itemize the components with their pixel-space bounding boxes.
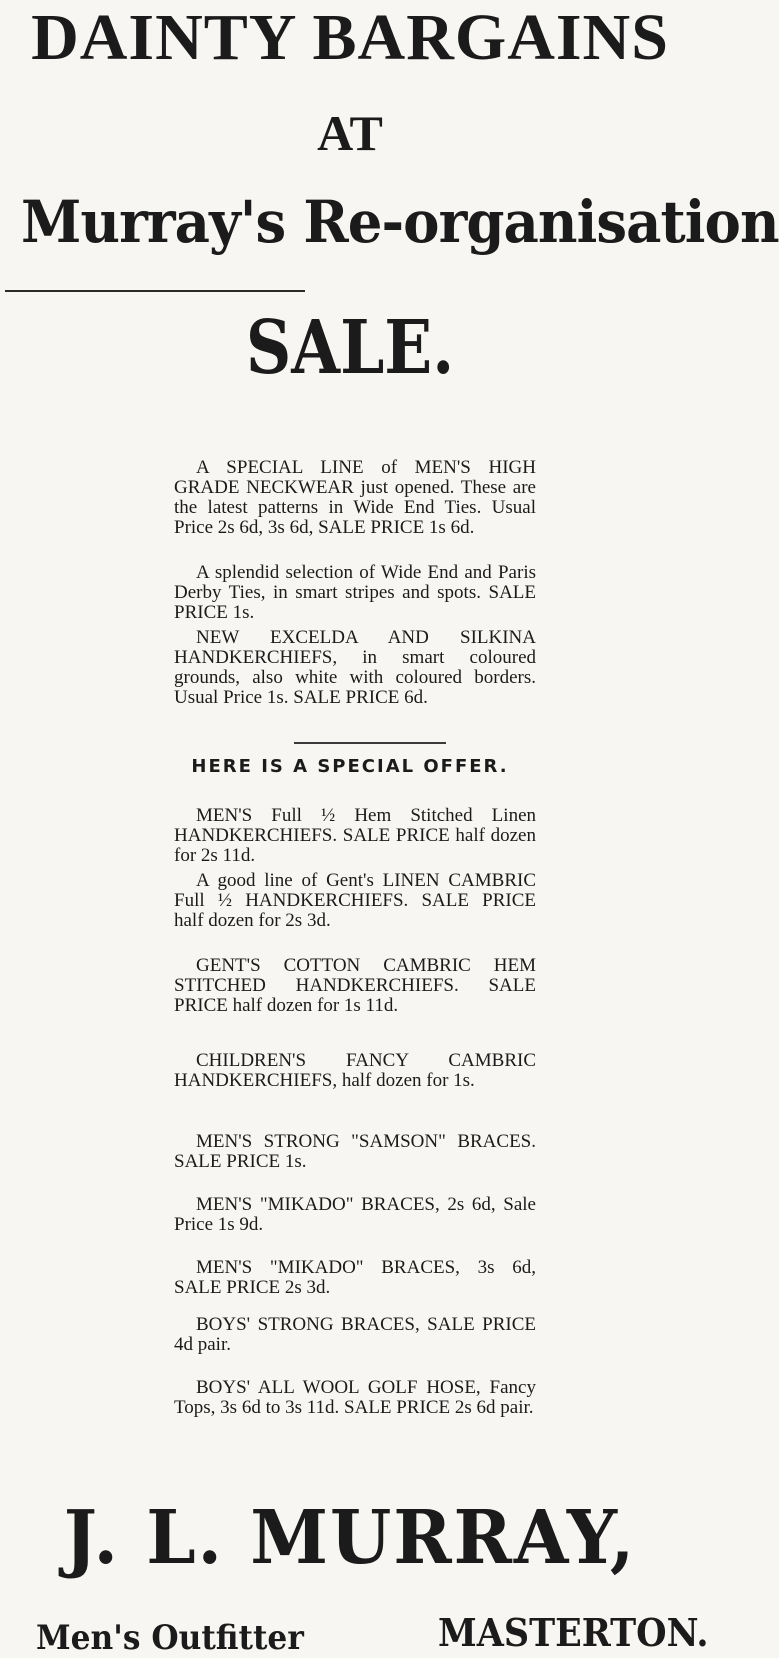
- merchant-town: MASTERTON.: [438, 1610, 709, 1655]
- paragraph-derby-ties: A splendid selection of Wide End and Paris Derby Ties, in smart stripes and spots. SALE PRICE 1s.: [174, 562, 536, 623]
- paragraph-mikado-braces-3s6d: MEN'S "MIKADO" BRACES, 3s 6d, SALE PRICE 2s 3d.: [174, 1257, 536, 1298]
- paragraph-neckwear: A SPECIAL LINE of MEN'S HIGH GRADE NECKWEAR just opened. These are the latest patterns in Wide End Ties. Usual Price 2s 6d, 3s 6d, SALE PRICE 1s 6d.: [174, 457, 536, 538]
- headline-at: AT: [317, 105, 383, 161]
- paragraph-linen-handkerchiefs: MEN'S Full ½ Hem Stitched Linen HANDKERCHIEFS. SALE PRICE half dozen for 2s 11d.: [174, 805, 536, 866]
- divider-rule: [294, 742, 446, 744]
- divider-rule: [5, 290, 305, 292]
- special-offer-heading: HERE IS A SPECIAL OFFER.: [191, 756, 509, 777]
- paragraph-samson-braces: MEN'S STRONG "SAMSON" BRACES. SALE PRICE 1s.: [174, 1131, 536, 1172]
- headline-sale: SALE.: [245, 305, 455, 391]
- headline-reorganisation: Murray's Re-organisation: [21, 188, 779, 256]
- merchant-trade: Men's Outfitter: [36, 1618, 304, 1658]
- merchant-name: J. L. MURRAY,: [63, 1495, 637, 1581]
- paragraph-boys-braces: BOYS' STRONG BRACES, SALE PRICE 4d pair.: [174, 1314, 536, 1355]
- paragraph-cotton-handkerchiefs: GENT'S COTTON CAMBRIC HEM STITCHED HANDKERCHIEFS. SALE PRICE half dozen for 1s 11d.: [174, 955, 536, 1016]
- paragraph-golf-hose: BOYS' ALL WOOL GOLF HOSE, Fancy Tops, 3s 6d to 3s 11d. SALE PRICE 2s 6d pair.: [174, 1377, 536, 1418]
- headline-dainty-bargains: DAINTY BARGAINS: [31, 1, 669, 74]
- paragraph-excelda-handkerchiefs: NEW EXCELDA AND SILKINA HANDKERCHIEFS, in smart coloured grounds, also white with coloured borders. Usual Price 1s. SALE PRICE 6d.: [174, 627, 536, 708]
- paragraph-mikado-braces-2s6d: MEN'S "MIKADO" BRACES, 2s 6d, Sale Price 1s 9d.: [174, 1194, 536, 1235]
- paragraph-cambric-handkerchiefs: A good line of Gent's LINEN CAMBRIC Full ½ HANDKERCHIEFS. SALE PRICE half dozen for 2s 3d.: [174, 870, 536, 931]
- paragraph-childrens-handkerchiefs: CHILDREN'S FANCY CAMBRIC HANDKERCHIEFS, half dozen for 1s.: [174, 1050, 536, 1091]
